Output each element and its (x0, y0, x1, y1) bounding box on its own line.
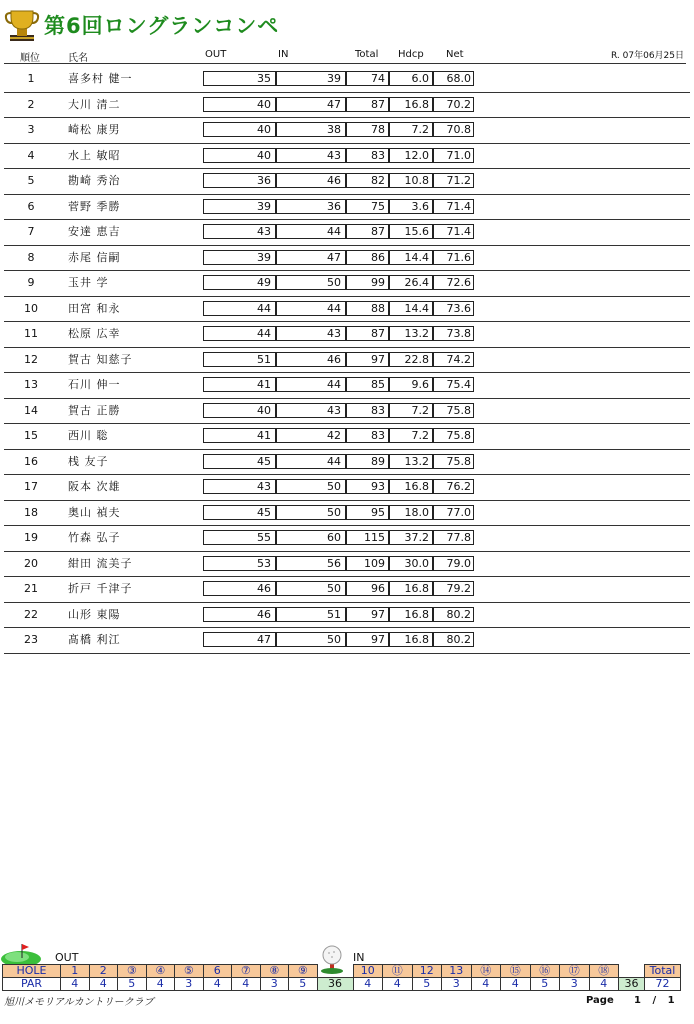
hdcp-value: 16.8 (404, 607, 429, 621)
hole-par: 5 (530, 978, 560, 991)
player-row (4, 348, 690, 374)
rank-cell: 17 (24, 480, 38, 493)
player-name: 賀古 正勝 (68, 403, 121, 417)
out-score: 53 (257, 556, 271, 570)
player-row (4, 603, 690, 629)
player-name: 喜多村 健一 (68, 72, 133, 85)
hdcp-value: 30.0 (404, 556, 429, 570)
hole-par: 5 (289, 978, 318, 991)
rank-cell: 10 (24, 301, 38, 315)
hole-number: ③ (118, 965, 147, 978)
net-score: 77.0 (446, 505, 471, 519)
hole-number: ④ (146, 965, 175, 978)
player-name: 髙橋 利江 (68, 633, 121, 646)
hole-number: 1 (61, 965, 90, 978)
rank-cell: 19 (24, 531, 38, 544)
rank-cell: 4 (27, 148, 35, 162)
player-row (4, 526, 690, 552)
hole-number: ⑪ (383, 965, 413, 978)
out-score: 46 (257, 607, 271, 621)
net-score: 80.2 (446, 633, 471, 646)
player-row (4, 67, 690, 93)
total-score: 99 (371, 276, 385, 289)
rank-cell: 7 (27, 225, 35, 238)
rank-cell: 18 (24, 505, 38, 519)
hole-par: 3 (560, 978, 590, 991)
total-score: 109 (364, 556, 385, 570)
net-score: 71.2 (446, 174, 471, 187)
out-score: 44 (257, 327, 271, 340)
rank-cell: 21 (24, 582, 38, 595)
in-column-header: IN (278, 49, 289, 60)
out-score: 36 (257, 174, 271, 187)
hdcp-value: 18.0 (404, 505, 429, 519)
hdcp-value: 14.4 (404, 301, 429, 315)
player-row (4, 399, 690, 425)
player-row (4, 144, 690, 170)
net-score: 70.8 (446, 123, 471, 136)
out-total-spacer (317, 965, 353, 978)
player-name: 賀古 知慈子 (68, 352, 133, 366)
in-score: 43 (327, 327, 341, 340)
rank-cell: 6 (27, 199, 35, 213)
net-score: 71.6 (446, 250, 471, 264)
player-row (4, 322, 690, 348)
hole-number: ⑮ (501, 965, 531, 978)
hole-par: 5 (412, 978, 442, 991)
total-score: 95 (371, 505, 385, 519)
out-score: 40 (257, 148, 271, 162)
hdcp-value: 16.8 (404, 97, 429, 111)
hdcp-value: 16.8 (404, 480, 429, 493)
out-score: 41 (257, 429, 271, 442)
player-name: 崎松 康男 (68, 123, 121, 136)
rank-cell: 23 (24, 633, 38, 646)
net-score: 71.4 (446, 199, 471, 213)
out-score: 51 (257, 352, 271, 366)
total-score: 97 (371, 607, 385, 621)
hole-par: 4 (589, 978, 619, 991)
total-score: 87 (371, 97, 385, 111)
hole-par: 4 (501, 978, 531, 991)
player-row (4, 501, 690, 527)
player-name: 西川 聡 (68, 429, 109, 442)
hole-par: 4 (89, 978, 118, 991)
out-score: 40 (257, 123, 271, 136)
hole-number: ⑦ (232, 965, 261, 978)
net-score: 79.0 (446, 556, 471, 570)
in-score: 47 (327, 97, 341, 111)
player-name: 折戸 千津子 (68, 582, 133, 595)
player-name: 奥山 禎夫 (68, 505, 121, 519)
hdcp-value: 22.8 (404, 352, 429, 366)
out-score: 46 (257, 582, 271, 595)
player-row (4, 93, 690, 119)
page-number: 1 / 1 (634, 995, 679, 1006)
total-score: 85 (371, 378, 385, 391)
trophy-icon (4, 8, 40, 42)
hole-number: ⑱ (589, 965, 619, 978)
hole-par: 3 (175, 978, 204, 991)
hole-number: ⑰ (560, 965, 590, 978)
total-score: 87 (371, 327, 385, 340)
player-name: 菅野 季勝 (68, 199, 121, 213)
hole-number: ⑨ (289, 965, 318, 978)
out-score: 41 (257, 378, 271, 391)
total-score: 82 (371, 174, 385, 187)
player-name: 石川 伸一 (68, 378, 121, 391)
hole-number: ⑧ (260, 965, 289, 978)
player-row (4, 450, 690, 476)
player-name: 阪本 次雄 (68, 480, 121, 493)
hole-par: 4 (146, 978, 175, 991)
player-name: 赤尾 信嗣 (68, 250, 121, 264)
hole-number: ⑭ (471, 965, 501, 978)
out-score: 45 (257, 454, 271, 468)
in-score: 39 (327, 72, 341, 85)
rank-cell: 1 (27, 72, 35, 85)
hdcp-value: 13.2 (404, 454, 429, 468)
out-score: 45 (257, 505, 271, 519)
out-score: 43 (257, 225, 271, 238)
rank-cell: 13 (24, 378, 38, 391)
hdcp-value: 16.8 (404, 582, 429, 595)
hole-par: 4 (61, 978, 90, 991)
hole-par: 3 (260, 978, 289, 991)
hdcp-value: 9.6 (411, 378, 429, 391)
player-name: 安達 恵吉 (68, 225, 121, 238)
player-name: 水上 敏昭 (68, 148, 121, 162)
par-table-section (0, 938, 694, 1024)
hole-number: 10 (353, 965, 383, 978)
total-score: 83 (371, 429, 385, 442)
player-name: 竹森 弘子 (68, 531, 121, 544)
player-name: 桟 友子 (68, 454, 109, 468)
player-row (4, 271, 690, 297)
hole-row (3, 965, 681, 978)
total-score: 75 (371, 199, 385, 213)
hdcp-value: 15.6 (404, 225, 429, 238)
results-table (0, 67, 694, 654)
par-label: PAR (3, 978, 61, 991)
total-score: 86 (371, 250, 385, 264)
in-score: 60 (327, 531, 341, 544)
total-score: 96 (371, 582, 385, 595)
player-row (4, 552, 690, 578)
in-score: 44 (327, 225, 341, 238)
player-row (4, 220, 690, 246)
total-score: 115 (364, 531, 385, 544)
out-score: 39 (257, 250, 271, 264)
player-name: 大川 清二 (68, 97, 121, 111)
in-score: 50 (327, 480, 341, 493)
total-score: 83 (371, 403, 385, 417)
player-row (4, 195, 690, 221)
grand-par-total: 72 (645, 978, 681, 991)
player-row (4, 475, 690, 501)
rank-cell: 14 (24, 403, 38, 417)
net-score: 76.2 (446, 480, 471, 493)
rank-cell: 3 (27, 123, 35, 136)
rank-cell: 2 (27, 97, 35, 111)
in-score: 42 (327, 429, 341, 442)
in-score: 50 (327, 633, 341, 646)
course-name: 旭川メモリアルカントリークラブ (4, 997, 154, 1008)
hdcp-value: 6.0 (411, 72, 429, 85)
total-score: 97 (371, 352, 385, 366)
out-score: 43 (257, 480, 271, 493)
hdcp-value: 16.8 (404, 633, 429, 646)
hole-par: 4 (203, 978, 232, 991)
net-score: 75.4 (446, 378, 471, 391)
total-score: 83 (371, 148, 385, 162)
hole-number: 2 (89, 965, 118, 978)
net-score: 80.2 (446, 607, 471, 621)
hdcp-value: 12.0 (404, 148, 429, 162)
in-score: 43 (327, 403, 341, 417)
hole-par: 4 (232, 978, 261, 991)
in-score: 36 (327, 199, 341, 213)
net-score: 79.2 (446, 582, 471, 595)
rank-cell: 16 (24, 454, 38, 468)
rank-cell: 22 (24, 607, 38, 621)
rank-cell: 8 (27, 250, 35, 264)
out-score: 49 (257, 276, 271, 289)
in-score: 43 (327, 148, 341, 162)
page-label: Page (586, 995, 614, 1006)
net-score: 71.4 (446, 225, 471, 238)
total-score: 89 (371, 454, 385, 468)
in-score: 44 (327, 378, 341, 391)
out-score: 40 (257, 403, 271, 417)
net-score: 73.8 (446, 327, 471, 340)
total-label: Total (645, 965, 681, 978)
in-score: 47 (327, 250, 341, 264)
hdcp-value: 14.4 (404, 250, 429, 264)
in-score: 46 (327, 174, 341, 187)
in-score: 50 (327, 505, 341, 519)
hdcp-value: 13.2 (404, 327, 429, 340)
par-table (2, 964, 681, 991)
player-name: 松原 広幸 (68, 327, 121, 340)
player-row (4, 118, 690, 144)
hdcp-value: 7.2 (411, 429, 429, 442)
out-par-total: 36 (317, 978, 353, 991)
net-score: 72.6 (446, 276, 471, 289)
out-score: 44 (257, 301, 271, 315)
hdcp-value: 7.2 (411, 123, 429, 136)
player-name: 山形 東陽 (68, 607, 121, 621)
net-score: 74.2 (446, 352, 471, 366)
title-row (4, 8, 279, 42)
player-row (4, 246, 690, 272)
rank-cell: 11 (24, 327, 38, 340)
net-score: 68.0 (446, 72, 471, 85)
player-name: 田宮 和永 (68, 301, 121, 315)
total-score: 78 (371, 123, 385, 136)
rank-column-header: 順位 (20, 53, 40, 64)
hole-number: 13 (442, 965, 472, 978)
player-row (4, 424, 690, 450)
out-score: 39 (257, 199, 271, 213)
net-score: 71.0 (446, 148, 471, 162)
total-score: 97 (371, 633, 385, 646)
net-score: 77.8 (446, 531, 471, 544)
hdcp-value: 26.4 (404, 276, 429, 289)
net-score: 75.8 (446, 403, 471, 417)
hole-par: 5 (118, 978, 147, 991)
in-score: 56 (327, 556, 341, 570)
total-score: 87 (371, 225, 385, 238)
in-par-total: 36 (619, 978, 645, 991)
total-column-header: Total (355, 49, 379, 60)
hole-number: 12 (412, 965, 442, 978)
rank-cell: 20 (24, 556, 38, 570)
hole-par: 3 (442, 978, 472, 991)
player-row (4, 297, 690, 323)
net-score: 75.8 (446, 454, 471, 468)
hdcp-value: 10.8 (404, 174, 429, 187)
in-label: IN (353, 951, 365, 964)
in-score: 38 (327, 123, 341, 136)
net-column-header: Net (446, 49, 464, 60)
rank-cell: 12 (24, 352, 38, 366)
player-row (4, 169, 690, 195)
hole-number: ⑯ (530, 965, 560, 978)
hole-par: 4 (471, 978, 501, 991)
hole-par: 4 (383, 978, 413, 991)
in-score: 50 (327, 582, 341, 595)
hdcp-value: 37.2 (404, 531, 429, 544)
net-score: 73.6 (446, 301, 471, 315)
player-name: 玉井 学 (68, 276, 109, 289)
hdcp-value: 3.6 (411, 199, 429, 213)
net-score: 75.8 (446, 429, 471, 442)
report-date: R. 07年06月25日 (610, 51, 684, 61)
name-column-header: 氏名 (68, 53, 88, 64)
page-title: 第6回ロングランコンペ (44, 14, 280, 38)
rank-cell: 9 (27, 276, 35, 289)
par-row (3, 978, 681, 991)
out-score: 55 (257, 531, 271, 544)
hdcp-value: 7.2 (411, 403, 429, 417)
out-score: 35 (257, 72, 271, 85)
hdcp-column-header: Hdcp (398, 49, 424, 60)
player-row (4, 577, 690, 603)
out-column-header: OUT (205, 49, 227, 60)
rank-cell: 15 (24, 429, 38, 442)
net-score: 70.2 (446, 97, 471, 111)
out-score: 40 (257, 97, 271, 111)
in-score: 44 (327, 454, 341, 468)
hole-number: 6 (203, 965, 232, 978)
total-score: 74 (371, 72, 385, 85)
total-score: 88 (371, 301, 385, 315)
rank-cell: 5 (27, 174, 35, 187)
player-name: 紺田 流美子 (68, 556, 133, 570)
out-label: OUT (55, 951, 79, 964)
out-score: 47 (257, 633, 271, 646)
total-score: 93 (371, 480, 385, 493)
player-name: 勘崎 秀治 (68, 174, 121, 187)
header-divider (4, 63, 686, 64)
hole-label: HOLE (3, 965, 61, 978)
player-row (4, 628, 690, 654)
player-row (4, 373, 690, 399)
hole-number: ⑤ (175, 965, 204, 978)
in-total-spacer (619, 965, 645, 978)
hole-par: 4 (353, 978, 383, 991)
in-score: 51 (327, 607, 341, 621)
in-score: 44 (327, 301, 341, 315)
in-score: 50 (327, 276, 341, 289)
in-score: 46 (327, 352, 341, 366)
